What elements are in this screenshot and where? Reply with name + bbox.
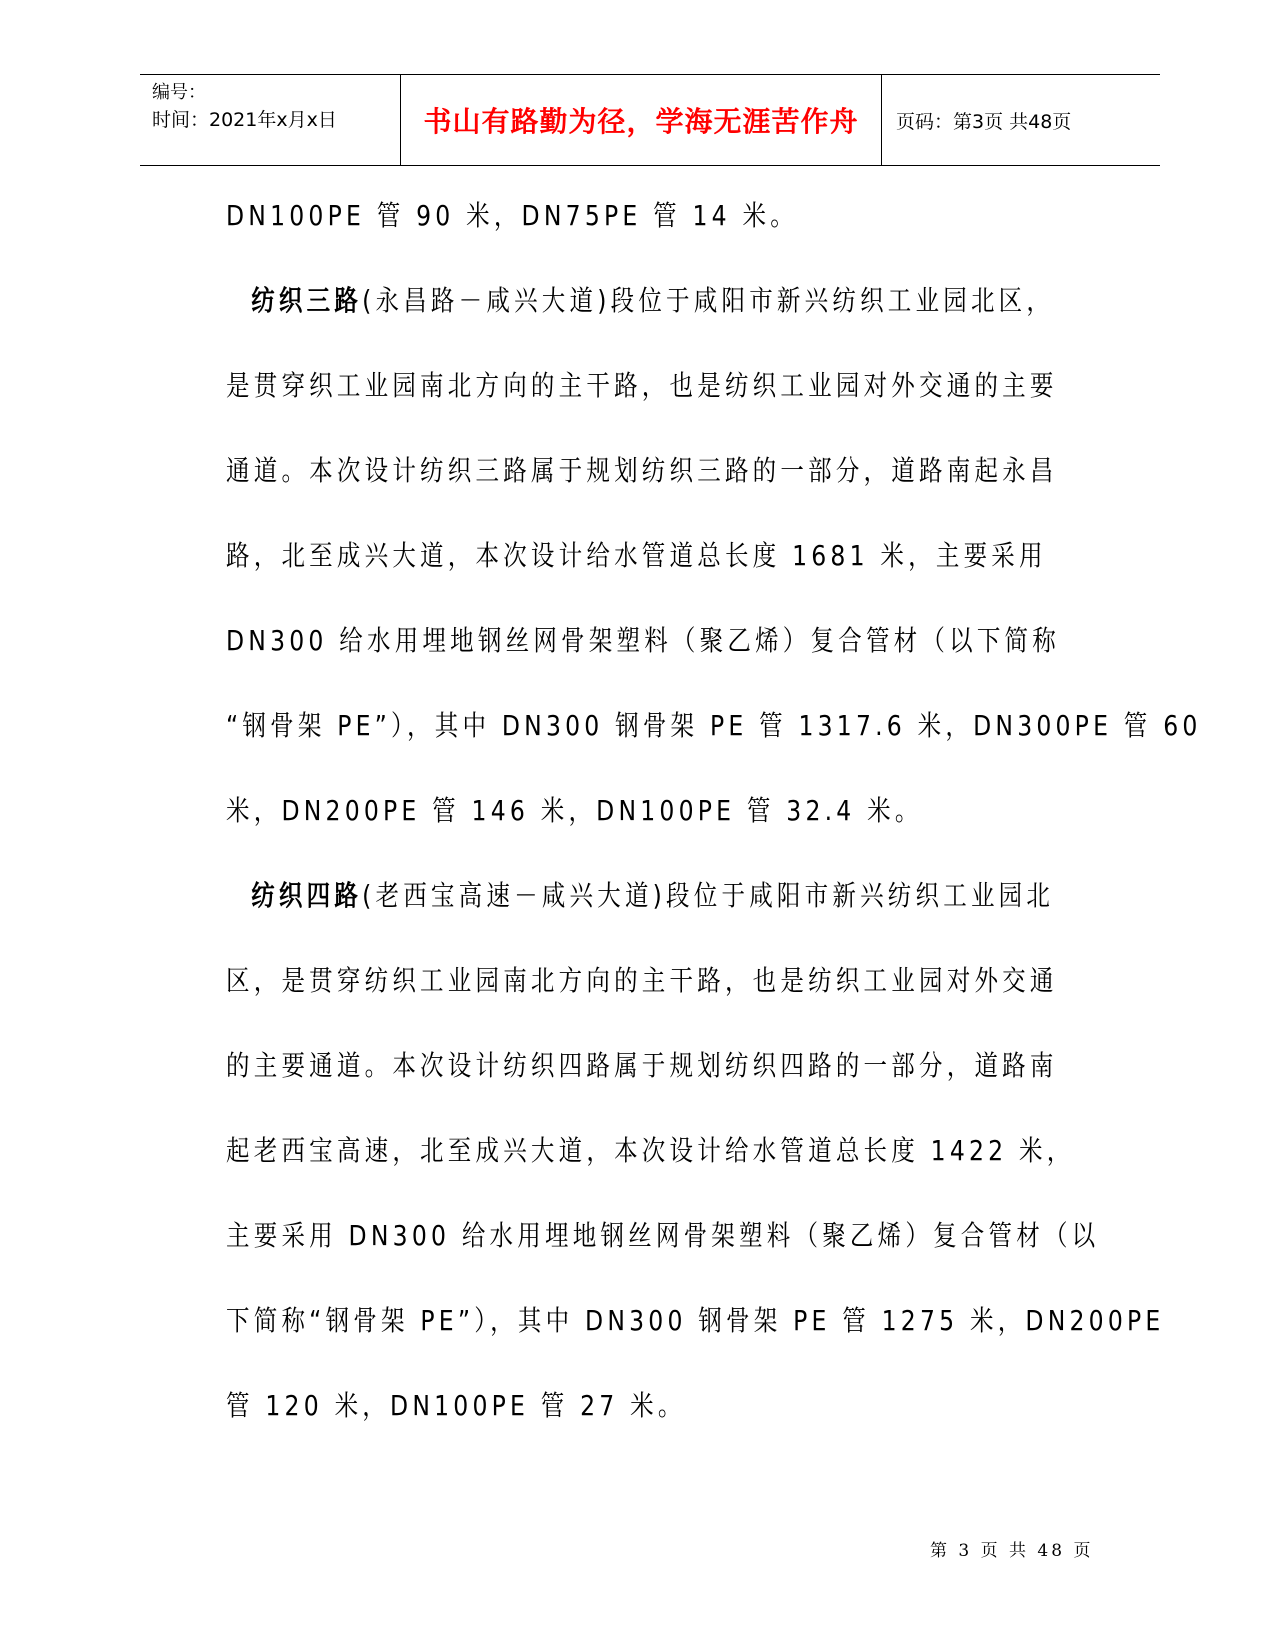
body-text-span: (老西宝高速－咸兴大道)段位于咸阳市新兴纺织工业园北 — [362, 879, 1055, 912]
body-line: 的主要通道。本次设计纺织四路属于规划纺织四路的一部分，道路南 — [226, 1049, 1058, 1082]
document-time-label: 时间：2021年x月x日 — [152, 109, 337, 131]
body-line: 区，是贯穿纺织工业园南北方向的主干路，也是纺织工业园对外交通 — [226, 964, 1058, 997]
body-line: DN100PE 管 90 米，DN75PE 管 14 米。 — [226, 199, 798, 232]
document-body — [226, 188, 1202, 1463]
body-line: 通道。本次设计纺织三路属于规划纺织三路的一部分，道路南起永昌 — [226, 454, 1058, 487]
body-line: 米，DN200PE 管 146 米，DN100PE 管 32.4 米。 — [226, 794, 923, 827]
section-title: 纺织三路 — [251, 284, 363, 317]
body-text-span: (永昌路－咸兴大道)段位于咸阳市新兴纺织工业园北区， — [362, 284, 1055, 317]
body-line: 管 120 米，DN100PE 管 27 米。 — [226, 1389, 686, 1422]
header-page-cell — [882, 75, 1160, 165]
header-motto-cell — [400, 75, 882, 165]
body-line: 下简称“钢骨架 PE”），其中 DN300 钢骨架 PE 管 1275 米，DN200PE — [226, 1304, 1165, 1337]
body-line: 是贯穿织工业园南北方向的主干路，也是纺织工业园对外交通的主要 — [226, 369, 1058, 402]
header-info-cell — [140, 75, 400, 165]
motto-text: 书山有路勤为径，学海无涯苦作舟 — [423, 105, 859, 138]
body-line: 主要采用 DN300 给水用埋地钢丝网骨架塑料（聚乙烯）复合管材（以 — [226, 1219, 1100, 1252]
document-number-label: 编号： — [152, 82, 206, 103]
paragraph-start — [226, 273, 1055, 358]
section-title: 纺织四路 — [251, 879, 363, 912]
paragraph-start — [226, 868, 1055, 953]
body-line: DN300 给水用埋地钢丝网骨架塑料（聚乙烯）复合管材（以下简称 — [226, 624, 1061, 657]
page-code-label: 页码：第3页 共48页 — [896, 110, 1072, 133]
page-footer: 第 3 页 共 48 页 — [930, 1541, 1094, 1561]
body-line: “钢骨架 PE”），其中 DN300 钢骨架 PE 管 1317.6 米，DN300PE 管 60 — [226, 709, 1202, 742]
document-header — [140, 74, 1160, 166]
body-line: 路，北至成兴大道，本次设计给水管道总长度 1681 米，主要采用 — [226, 539, 1047, 572]
body-line: 起老西宝高速，北至成兴大道，本次设计给水管道总长度 1422 米， — [226, 1134, 1075, 1167]
